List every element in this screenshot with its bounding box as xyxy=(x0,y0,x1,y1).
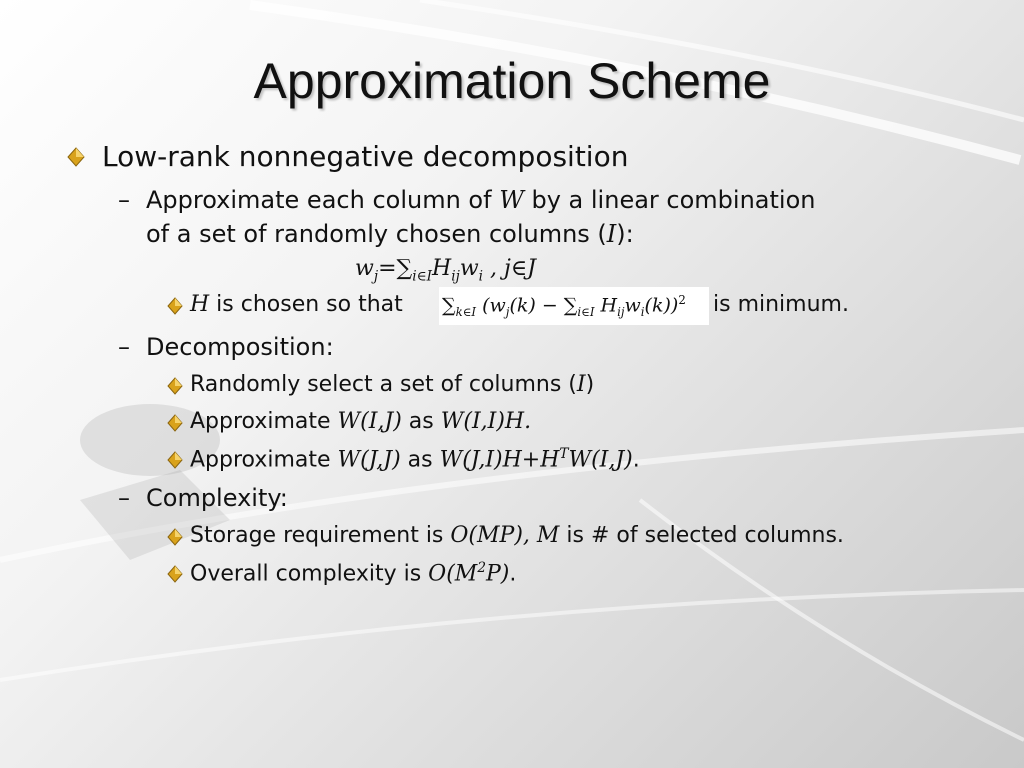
gold-diamond-icon xyxy=(167,451,183,469)
complexity-heading: Complexity: xyxy=(146,484,288,512)
minimization-formula: $\sum_{k\in I}$ ($w_j(k) - \sum_{i\in I}$ $H_{ij}w_i(k))^2$ xyxy=(442,293,686,320)
decomposition-step-2: Approximate W(I,J) as W(I,I)H. xyxy=(190,409,532,434)
gold-diamond-icon xyxy=(167,414,183,432)
decomposition-step-1: Randomly select a set of columns (I) xyxy=(190,372,595,397)
gold-diamond-icon xyxy=(167,377,183,395)
bullet-low-rank: Low-rank nonnegative decomposition xyxy=(102,140,629,173)
gold-diamond-icon xyxy=(66,146,86,168)
decomposition-heading: Decomposition: xyxy=(146,333,334,361)
h-chosen-line: H is chosen so that xyxy=(190,292,403,317)
approx-line-1: Approximate each column of W by a linear combination xyxy=(146,186,816,214)
decomposition-step-3: Approximate W(J,J) as $W(J,I)H+H^TW(I,J)$. xyxy=(190,446,640,473)
gold-diamond-icon xyxy=(167,297,183,315)
dash-marker: – xyxy=(118,186,130,214)
slide-title: Approximation Scheme xyxy=(253,53,771,109)
h-chosen-line-end: is minimum. xyxy=(713,292,849,317)
gold-diamond-icon xyxy=(167,528,183,546)
column-approx-formula: $w_j=\sum_{i\in I}H_{ij}w_i$ , j∈J xyxy=(355,256,536,285)
complexity-overall: Overall complexity is $O(M^2P)$. xyxy=(190,560,517,587)
gold-diamond-icon xyxy=(167,565,183,583)
complexity-storage: Storage requirement is O(MP), M is # of selected columns. xyxy=(190,523,844,548)
approx-line-2: of a set of randomly chosen columns (I): xyxy=(146,220,634,248)
dash-marker: – xyxy=(118,333,130,361)
dash-marker: – xyxy=(118,484,130,512)
